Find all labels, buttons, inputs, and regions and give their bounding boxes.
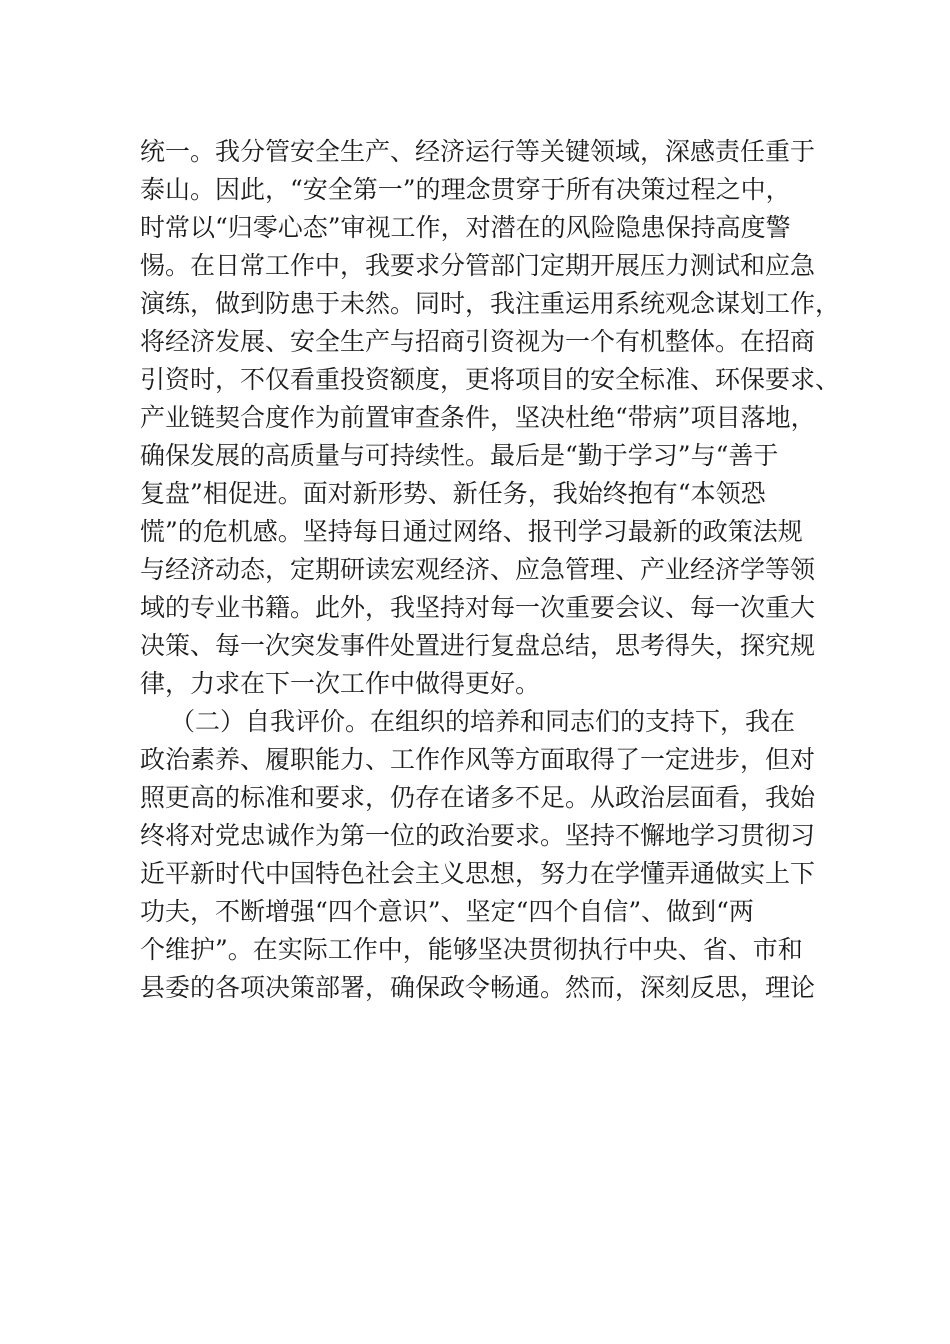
text-line-14: 决策、每一次突发事件处置进行复盘总结，思考得失，探究规: [140, 631, 816, 660]
text-line-10: 复盘”相促进。面对新形势、新任务，我始终抱有“本领恐: [140, 479, 766, 508]
text-line-5: 演练，做到防患于未然。同时，我注重运用系统观念谋划工作，: [140, 289, 840, 318]
text-line-20: 近平新时代中国特色社会主义思想，努力在学懂弄通做实上下: [140, 859, 816, 888]
section-heading-line: （二）自我评价。在组织的培养和同志们的支持下，我在: [170, 707, 796, 736]
body-text: [140, 133, 840, 1007]
text-line-9: 确保发展的高质量与可持续性。最后是“勤于学习”与“善于: [140, 441, 779, 470]
text-line-15: 律，力求在下一次工作中做得更好。: [140, 669, 541, 698]
text-line-7: 引资时，不仅看重投资额度，更将项目的安全标准、环保要求、: [140, 365, 840, 394]
text-line-8: 产业链契合度作为前置审查条件，坚决杜绝“带病”项目落地，: [140, 403, 816, 432]
text-line-22: 个维护”。在实际工作中，能够坚决贯彻执行中央、省、市和: [140, 935, 803, 964]
text-line-13: 域的专业书籍。此外，我坚持对每一次重要会议、每一次重大: [140, 593, 816, 622]
text-line-23: 县委的各项决策部署，确保政令畅通。然而，深刻反思，理论: [140, 973, 816, 1002]
text-line-17: 政治素养、履职能力、工作作风等方面取得了一定进步，但对: [140, 745, 816, 774]
text-line-3: 时常以“归零心态”审视工作，对潜在的风险隐患保持高度警: [140, 213, 791, 242]
text-line-12: 与经济动态，定期研读宏观经济、应急管理、产业经济学等领: [140, 555, 816, 584]
text-line-1: 统一。我分管安全生产、经济运行等关键领域，深感责任重于: [140, 137, 816, 166]
text-line-11: 慌”的危机感。坚持每日通过网络、报刊学习最新的政策法规: [140, 517, 803, 546]
text-line-19: 终将对党忠诚作为第一位的政治要求。坚持不懈地学习贯彻习: [140, 821, 816, 850]
text-line-2: 泰山。因此，“安全第一”的理念贯穿于所有决策过程之中，: [140, 175, 791, 204]
text-line-6: 将经济发展、安全生产与招商引资视为一个有机整体。在招商: [140, 327, 816, 356]
text-line-4: 惕。在日常工作中，我要求分管部门定期开展压力测试和应急: [140, 251, 816, 280]
text-line-21: 功夫，不断增强“四个意识”、坚定“四个自信”、做到“两: [140, 897, 754, 926]
text-line-18: 照更高的标准和要求，仍存在诸多不足。从政治层面看，我始: [140, 783, 816, 812]
